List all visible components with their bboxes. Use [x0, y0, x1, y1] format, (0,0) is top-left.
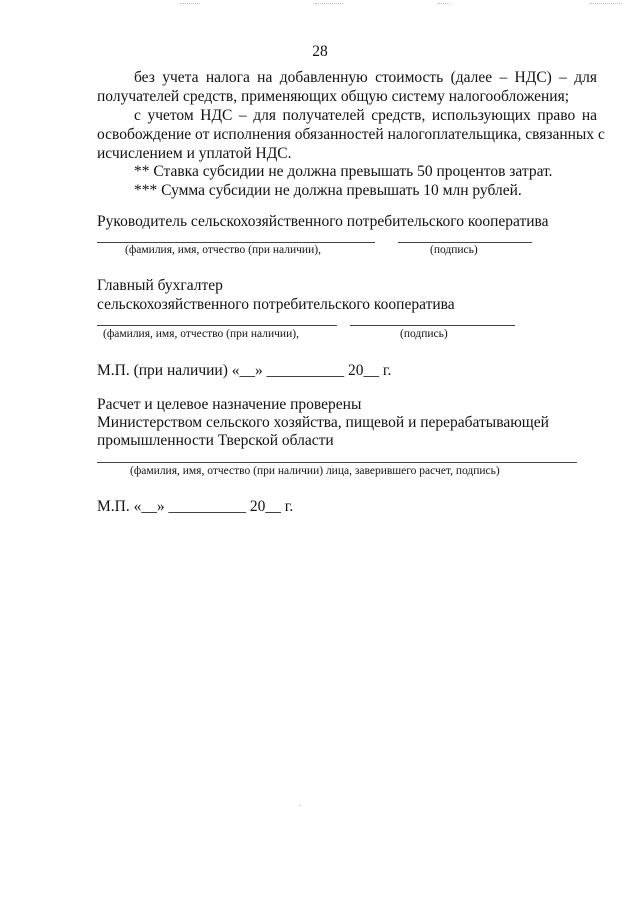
accountant-title-2: сельскохозяйственного потребительского кооператива	[97, 296, 455, 313]
head-sign-caption: (подпись)	[430, 244, 478, 256]
accountant-title-1: Главный бухгалтер	[97, 277, 223, 294]
note-line-5: исчислением и уплатой НДС.	[97, 145, 292, 162]
note-line-3: с учетом НДС – для получателей средств, использующих право на	[134, 107, 597, 124]
accountant-sign-caption: (подпись)	[400, 328, 448, 340]
page-number: 28	[312, 43, 328, 60]
accountant-name-caption: (фамилия, имя, отчество (при наличии),	[103, 328, 299, 340]
scan-speck	[299, 805, 301, 806]
accountant-sign-line	[350, 325, 515, 326]
note-line-4: освобождение от исполнения обязанностей налогоплательщика, связанных с	[97, 126, 605, 143]
head-title: Руководитель сельскохозяйственного потребительского кооператива	[97, 213, 549, 230]
verification-line	[97, 462, 577, 463]
note-line-7: *** Сумма субсидии не должна превышать 10 млн рублей.	[134, 182, 522, 199]
verification-caption: (фамилия, имя, отчество (при наличии) лица, заверившего расчет, подпись)	[130, 465, 500, 477]
verification-line-1: Расчет и целевое назначение проверены	[97, 396, 362, 413]
scan-mark	[590, 3, 620, 4]
verification-line-3: промышленности Тверской области	[97, 432, 334, 449]
final-stamp-line: М.П. «__» __________ 20__ г.	[97, 498, 294, 515]
head-name-line	[97, 242, 375, 243]
scan-mark	[315, 3, 343, 4]
accountant-name-line	[97, 325, 337, 326]
verification-line-2: Министерством сельского хозяйства, пищевой и перерабатывающей	[97, 414, 549, 431]
note-line-2: получателей средств, применяющих общую систему налогообложения;	[97, 88, 570, 105]
note-line-1: без учета налога на добавленную стоимость (далее – НДС) – для	[134, 69, 597, 86]
scan-mark	[438, 3, 450, 4]
note-line-6: ** Ставка субсидии не должна превышать 50 процентов затрат.	[134, 163, 553, 180]
scan-mark	[180, 3, 200, 4]
head-name-caption: (фамилия, имя, отчество (при наличии),	[125, 244, 321, 256]
head-sign-line	[398, 242, 532, 243]
stamp-line: М.П. (при наличии) «__» __________ 20__ г.	[97, 362, 392, 379]
